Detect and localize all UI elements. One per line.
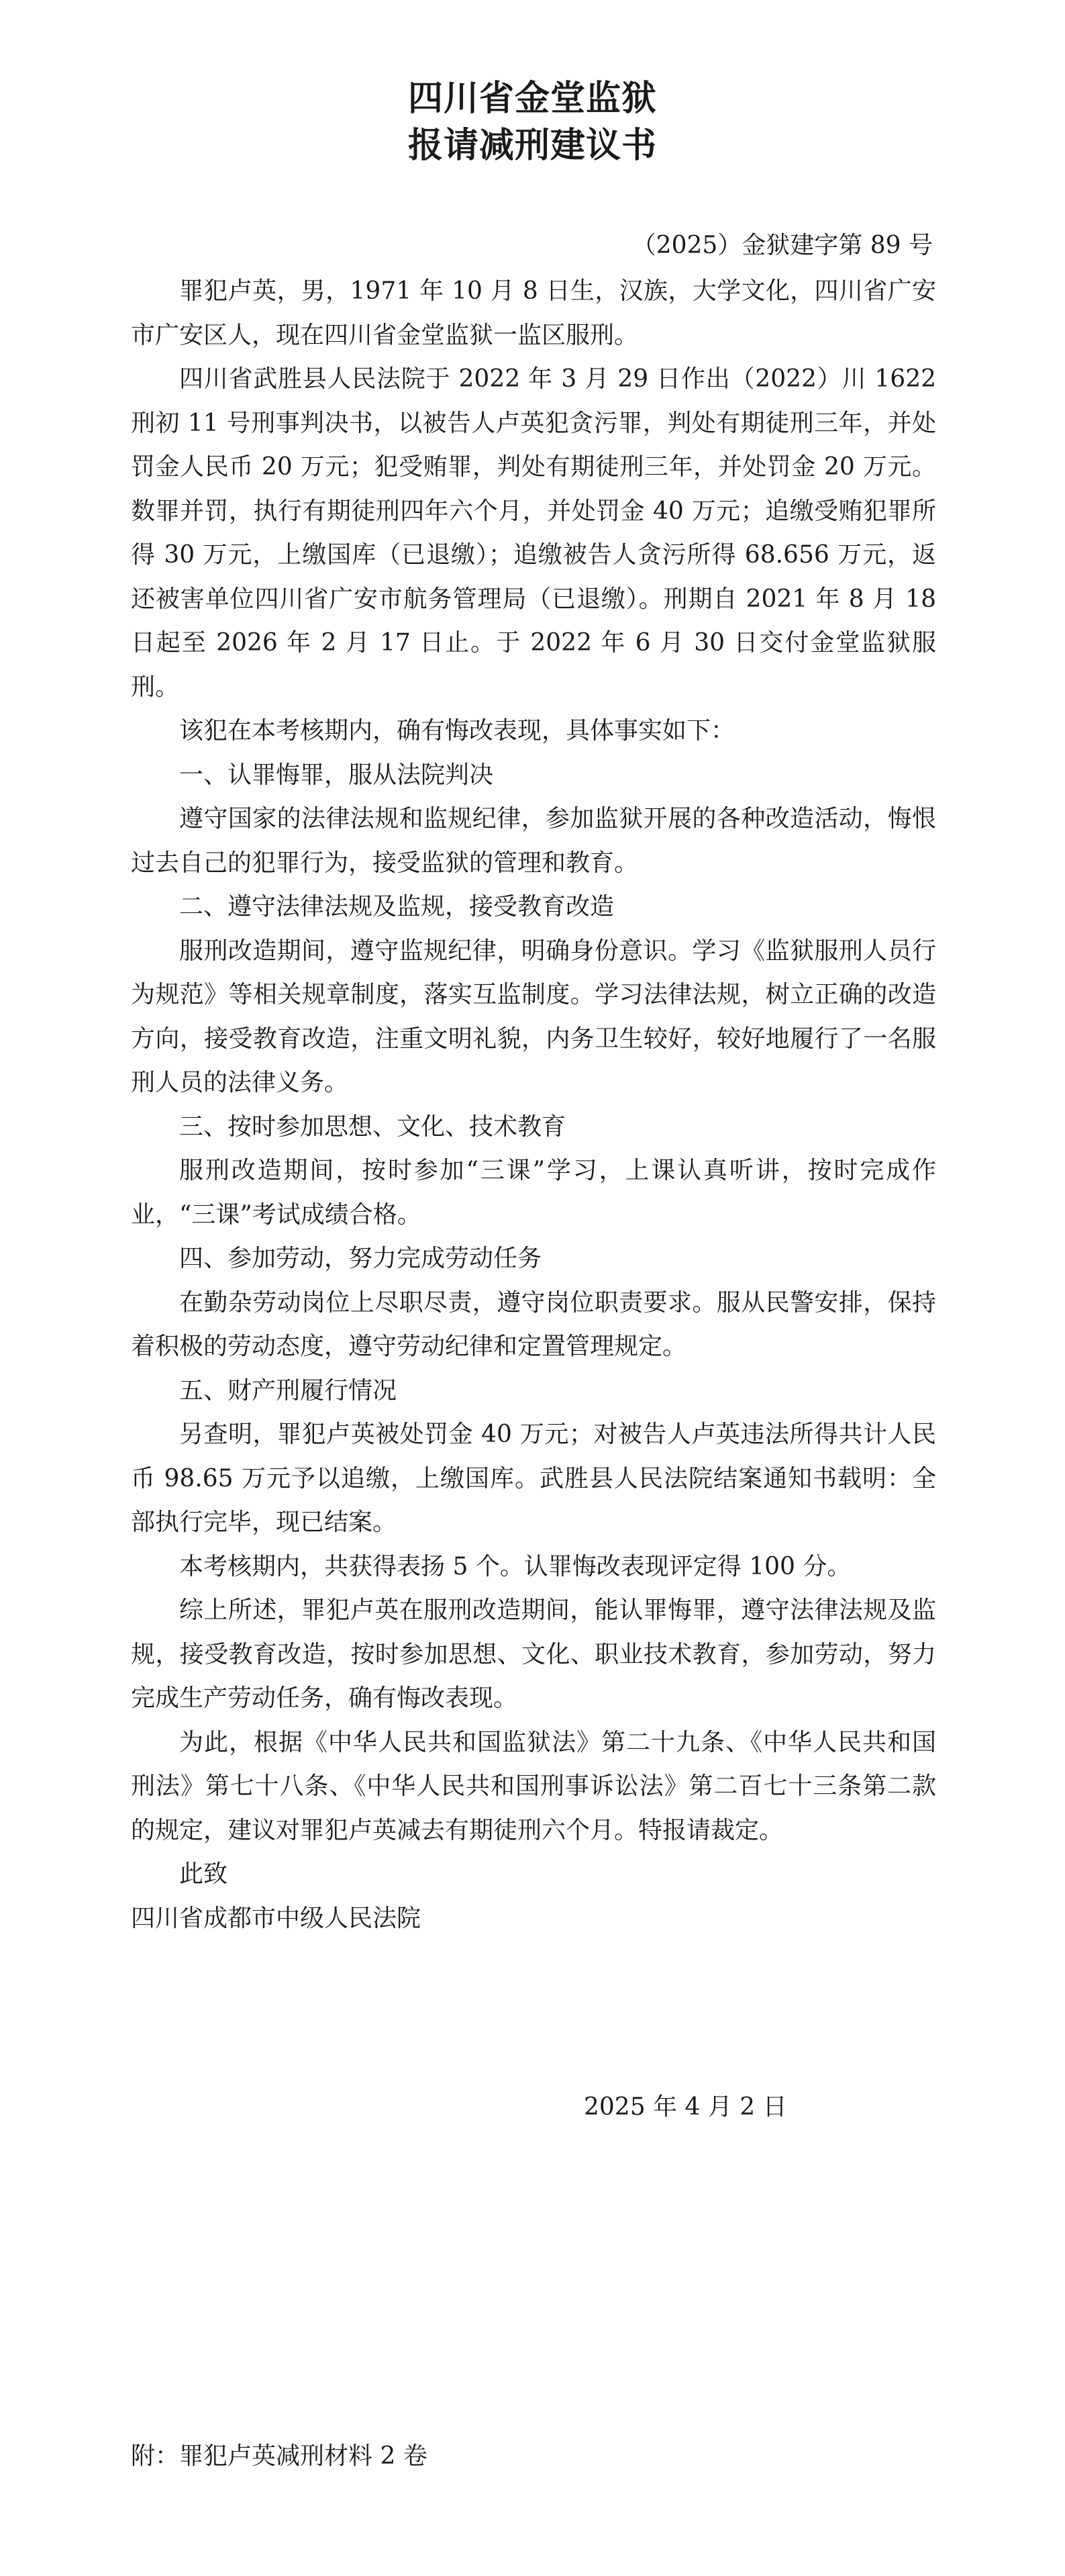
- paragraph-section-5: 另查明，罪犯卢英被处罚金 40 万元；对被告人卢英违法所得共计人民币 98.65 万元予以追缴，上缴国库。武胜县人民法院结案通知书载明：全部执行完毕，现已结案。: [131, 1421, 936, 1536]
- paragraph-section-4: 在勤杂劳动岗位上尽职尽责，遵守岗位职责要求。服从民警安排，保持着积极的劳动态度，遵守劳动纪律和定置管理规定。: [131, 1288, 936, 1360]
- recipient-court: 四川省成都市中级人民法院: [131, 1904, 421, 1932]
- attachment-note: 附：罪犯卢英减刑材料 2 卷: [131, 2442, 427, 2470]
- paragraph-commendations: 本考核期内，共获得表扬 5 个。认罪悔改表现评定得 100 分。: [179, 1552, 852, 1580]
- section-heading-2: 二、遵守法律法规及监规，接受教育改造: [179, 893, 615, 920]
- section-heading-5: 五、财产刑履行情况: [179, 1376, 397, 1404]
- paragraph-summary: 综上所述，罪犯卢英在服刑改造期间，能认罪悔罪，遵守法律法规及监规，接受教育改造，按时参加思想、文化、职业技术教育，参加劳动，努力完成生产劳动任务，确有悔改表现。: [131, 1596, 936, 1712]
- section-heading-1: 一、认罪悔罪，服从法院判决: [179, 761, 494, 789]
- document-body: [131, 269, 936, 1940]
- section-heading-3: 三、按时参加思想、文化、技术教育: [179, 1112, 566, 1141]
- paragraph-criminal-info: 罪犯卢英，男，1971 年 10 月 8 日生，汉族，大学文化，四川省广安市广安区人，现在四川省金堂监狱一监区服刑。: [131, 277, 936, 349]
- section-heading-4: 四、参加劳动，努力完成劳动任务: [179, 1245, 542, 1272]
- paragraph-judgment: 四川省武胜县人民法院于 2022 年 3 月 29 日作出（2022）川 1622 刑初 11 号刑事判决书，以被告人卢英犯贪污罪，判处有期徒刑三年，并处罚金人民币 20 万元；犯受贿罪，判处有期徒刑三年，并处罚金 20 万元。数罪并罚，执行有期徒刑四年六个月，并处罚金 40 万元；追缴受贿犯罪所得 30 万元，上缴国库（已退缴）；追缴被告人贪污所得 68.656 万元，返还被害单位四川省广安市航务管理局（已退缴）。刑期自 2021 年 8 月 18 日起至 2026 年 2 月 17 日止。于 2022 年 6 月 30 日交付金堂监狱服刑。: [131, 365, 936, 701]
- paragraph-section-1: 遵守国家的法律法规和监规纪律，参加监狱开展的各种改造活动，悔恨过去自己的犯罪行为，接受监狱的管理和教育。: [131, 805, 936, 877]
- document-number: （2025）金狱建字第 89 号: [631, 232, 933, 259]
- signature-date: 2025 年 4 月 2 日: [584, 2093, 787, 2121]
- paragraph-section-3: 服刑改造期间，按时参加“三课”学习，上课认真听讲，按时完成作业，“三课”考试成绩合格。: [131, 1157, 936, 1229]
- paragraph-section-2: 服刑改造期间，遵守监规纪律，明确身份意识。学习《监狱服刑人员行为规范》等相关规章制度，落实互监制度。学习法律法规，树立正确的改造方向，接受教育改造，注重文明礼貌，内务卫生较好，较好地履行了一名服刑人员的法律义务。: [131, 937, 936, 1096]
- paragraph-recommendation: 为此，根据《中华人民共和国监狱法》第二十九条、《中华人民共和国刑法》第七十八条、《中华人民共和国刑事诉讼法》第二百七十三条第二款的规定，建议对罪犯卢英减去有期徒刑六个月。特报请裁定。: [131, 1728, 936, 1844]
- paragraph-intro-facts: 该犯在本考核期内，确有悔改表现，具体事实如下：: [179, 717, 736, 745]
- document-title-line2: 报请减刑建议书: [407, 126, 657, 166]
- document-title-line1: 四川省金堂监狱: [407, 79, 657, 119]
- paragraph-salutation: 此致: [179, 1860, 228, 1888]
